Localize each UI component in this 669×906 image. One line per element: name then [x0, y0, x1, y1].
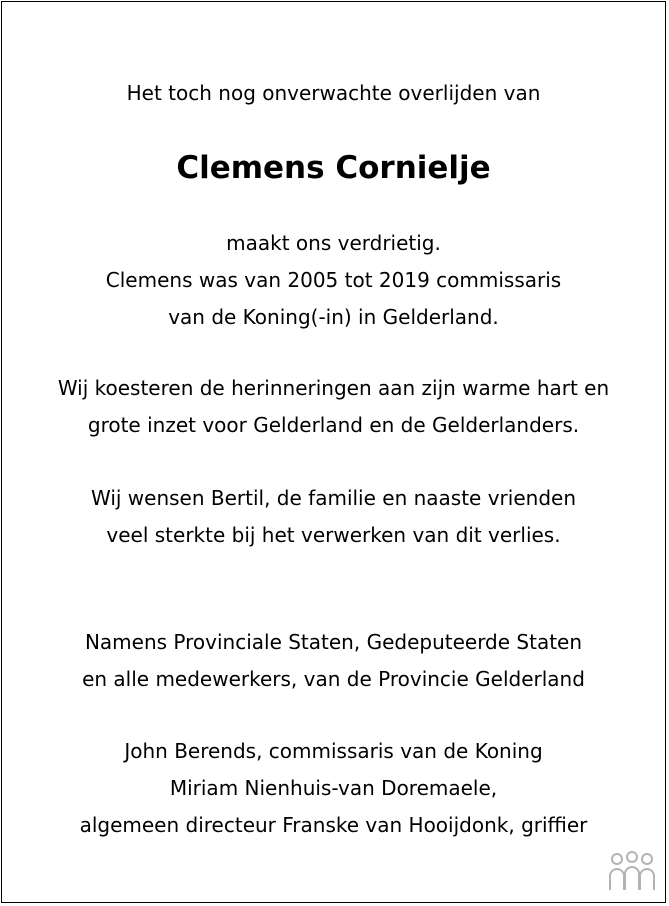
intro-text: Het toch nog onverwachte overlijden van: [126, 81, 541, 105]
signatory-line: John Berends, commissaris van de Koning: [124, 739, 543, 763]
paragraph-line: en alle medewerkers, van de Provincie Gelderland: [82, 667, 585, 691]
paragraph-line: Wij koesteren de herinneringen aan zijn warme hart en: [57, 376, 610, 400]
paragraph-line: veel sterkte bij het verwerken van dit verlies.: [106, 523, 561, 547]
signatory-line: Miriam Nienhuis-van Doremaele,: [169, 776, 498, 800]
paragraph-line: Wij wensen Bertil, de familie en naaste vrienden: [90, 486, 576, 510]
paragraph-line: van de Koning(-in) in Gelderland.: [168, 305, 499, 329]
obituary-card: [1, 1, 666, 903]
paragraph-line: grote inzet voor Gelderland en de Gelderlanders.: [87, 413, 580, 437]
paragraph-line: Namens Provinciale Staten, Gedeputeerde Staten: [84, 630, 583, 654]
signatory-line: algemeen directeur Franske van Hooijdonk, griffier: [79, 813, 588, 837]
paragraph-line: Clemens was van 2005 tot 2019 commissaris: [105, 268, 562, 292]
family-figures-icon: [607, 850, 657, 896]
paragraph-line: maakt ons verdrietig.: [226, 231, 441, 255]
deceased-name: Clemens Cornielje: [176, 150, 491, 186]
